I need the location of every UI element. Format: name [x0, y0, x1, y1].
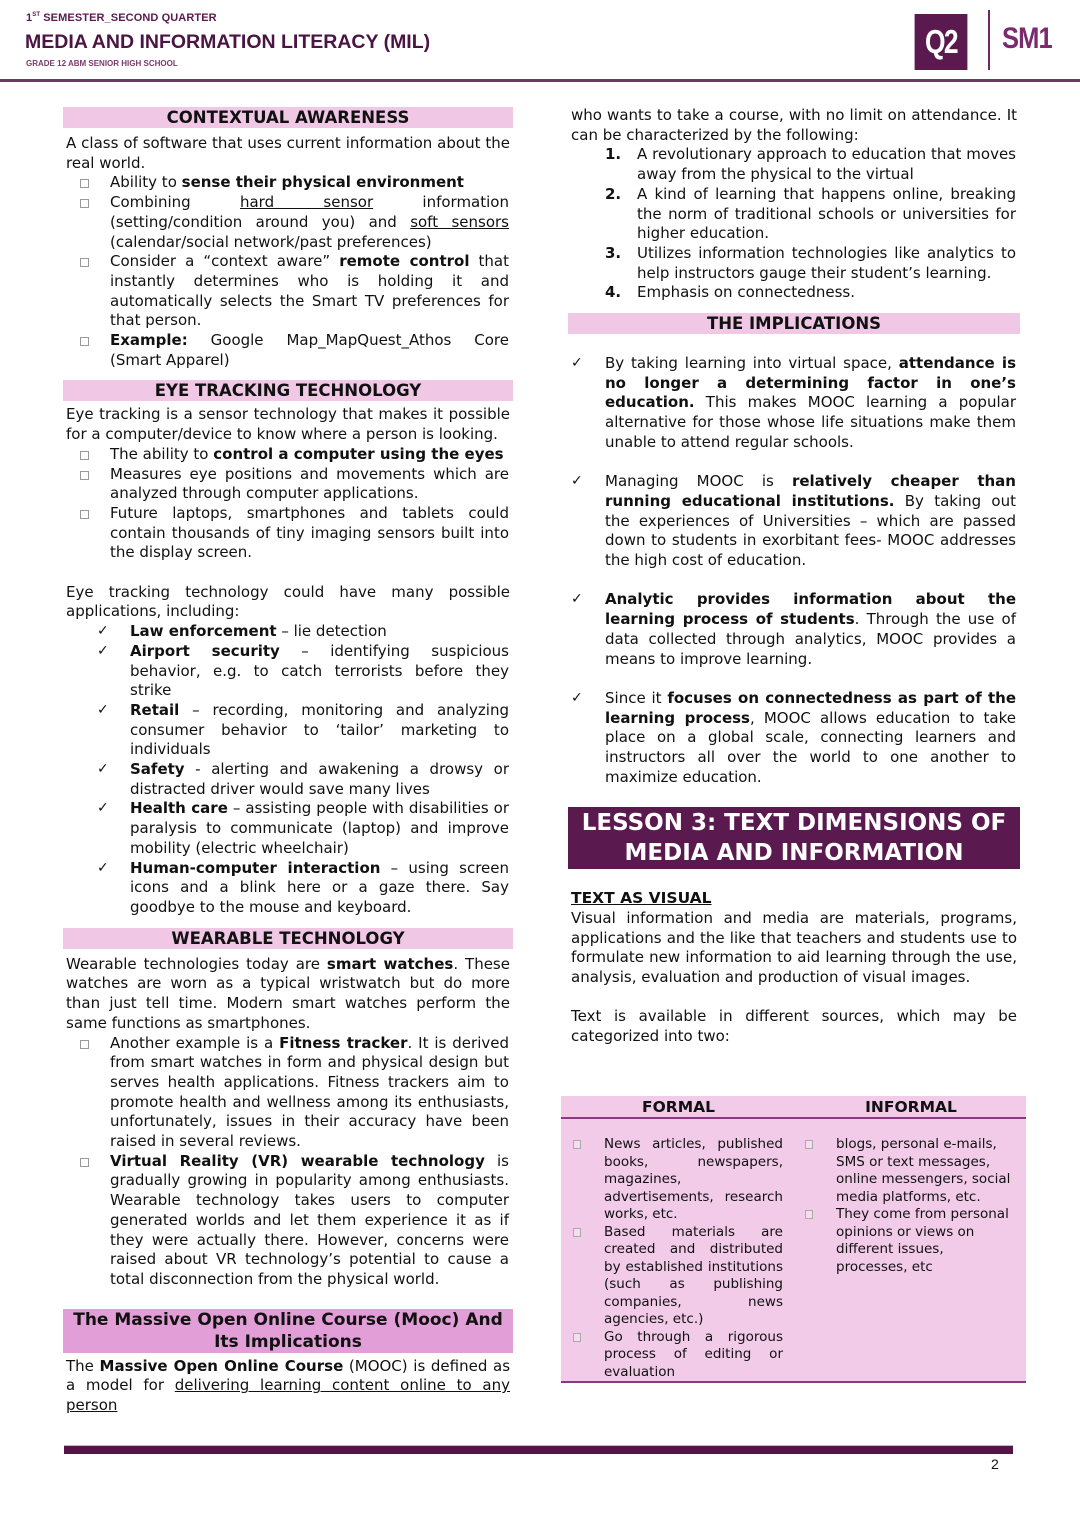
section-heading-contextual-awareness: CONTEXTUAL AWARENESS — [63, 107, 513, 128]
grade-label: GRADE 12 ABM SENIOR HIGH SCHOOL — [26, 59, 178, 68]
list-item: Measures eye positions and movements which are analyzed through computer applications. — [63, 465, 513, 504]
eye-applications-list — [63, 622, 513, 918]
eye-applications-intro: Eye tracking technology could have many possible applications, including: — [66, 582, 510, 621]
implications-list — [568, 354, 1020, 787]
document-title: MEDIA AND INFORMATION LITERACY (MIL) — [25, 31, 431, 53]
checkmark-icon: ✓ — [97, 859, 109, 876]
right-column — [568, 100, 1020, 1047]
page-number: 2 — [991, 1456, 999, 1472]
column-header-formal: FORMAL — [642, 1098, 715, 1116]
list-item: ✓ Human-computer interaction – using screen icons and a blink here or a gaze there. Say goodbye to the mouse and keyboard. — [97, 858, 510, 916]
text-as-visual-paragraph: Visual information and media are materials, programs, applications and the like that teachers and students use to formulate new information to aid learning through the use, analysis, evaluation and production of visual images. — [571, 908, 1017, 986]
header-rule — [0, 79, 1080, 82]
list-item: Consider a “context aware” remote control that instantly determines who is holding it and automatically selects the Smart TV preferences for that person. — [63, 252, 513, 331]
checkbox-bullet-icon — [573, 1228, 581, 1237]
checkmark-icon: ✓ — [97, 623, 109, 640]
checkbox-bullet-icon — [80, 471, 89, 480]
table-cell-item: Based materials are created and distributed by established institutions (such as publishing companies, news agencies, etc.) — [561, 1224, 791, 1329]
table-cell-item: blogs, personal e-mails, SMS or text messages, online messengers, social media platforms, etc. — [794, 1136, 1026, 1206]
checkbox-bullet-icon — [80, 451, 89, 460]
left-column — [63, 100, 513, 1416]
section-heading-mooc: The Massive Open Online Course (Mooc) And Its Implications — [63, 1309, 513, 1353]
contextual-intro: A class of software that uses current information about the real world. — [66, 134, 510, 172]
eye-intro: Eye tracking is a sensor technology that makes it possible for a computer/device to know where a person is looking. — [66, 405, 510, 444]
checkbox-bullet-icon — [805, 1140, 813, 1149]
lesson-3-heading: LESSON 3: TEXT DIMENSIONS OF MEDIA AND INFORMATION — [568, 807, 1020, 869]
checkmark-icon: ✓ — [571, 591, 583, 608]
checkbox-bullet-icon — [805, 1210, 813, 1219]
formal-informal-table — [561, 1096, 1026, 1383]
checkmark-icon: ✓ — [97, 701, 109, 718]
column-header-informal: INFORMAL — [865, 1098, 957, 1116]
semester-badge: SM1 — [1002, 22, 1052, 55]
list-item: ✓ Since it focuses on connectedness as part of the learning process, MOOC allows education to take place on a global scale, connecting learners and instructors all over the world to one another to maximize education. — [571, 688, 1016, 786]
quarter-badge: Q2 — [915, 14, 968, 70]
section-heading-eye-tracking: EYE TRACKING TECHNOLOGY — [63, 380, 513, 401]
checkbox-bullet-icon — [573, 1333, 581, 1342]
text-as-visual-heading: TEXT AS VISUAL — [571, 889, 712, 908]
header-separator — [988, 10, 990, 70]
text-sources-paragraph: Text is available in different sources, which may be categorized into two: — [571, 1007, 1017, 1046]
informal-column — [794, 1136, 1026, 1276]
list-item: Virtual Reality (VR) wearable technology is gradually growing in popularity among enthusiasts. Wearable technology takes users to computer generated worlds and let them experience it as if they were actually there. However, concerns were raised about VR technology’s potential to cause a total disconnection from the physical world. — [63, 1152, 513, 1290]
contextual-list — [63, 173, 513, 370]
checkbox-bullet-icon — [80, 510, 89, 519]
list-item: ✓ Managing MOOC is relatively cheaper than running educational institutions. By taking out the experiences of Universities – which are passed down to students in exorbitant fees- MOOC addresses the high cost of education. — [571, 472, 1016, 570]
list-item: 4. Emphasis on connectedness. — [605, 283, 856, 302]
list-item: ✓ Retail – recording, monitoring and analyzing consumer behavior to ‘tailor’ marketing to individuals — [97, 700, 509, 759]
list-item: Ability to sense their physical environment — [63, 173, 513, 193]
checkbox-bullet-icon — [80, 1040, 89, 1049]
wearable-list — [63, 1034, 513, 1290]
checkmark-icon: ✓ — [97, 642, 109, 659]
checkmark-icon: ✓ — [97, 761, 109, 778]
list-item: 3. Utilizes information technologies like analytics to help instructors gauge their student’s learning. — [605, 243, 1016, 282]
section-heading-implications: THE IMPLICATIONS — [568, 313, 1020, 334]
list-item: Future laptops, smartphones and tablets could contain thousands of tiny imaging sensors built into the display screen. — [63, 504, 513, 563]
section-heading-wearable: WEARABLE TECHNOLOGY — [63, 928, 513, 949]
footer-bar — [64, 1445, 1013, 1454]
checkbox-bullet-icon — [80, 199, 89, 208]
mooc-definition: The Massive Open Online Course (MOOC) is defined as a model for delivering learning content online to any person — [66, 1356, 511, 1415]
wearable-intro: Wearable technologies today are smart watches. These watches are worn as a typical wristwatch but do more than just tell time. Modern smart watches perform the same functions as smartphones. — [66, 954, 510, 1032]
list-item: ✓ By taking learning into virtual space, attendance is no longer a determining factor in one’s education. This makes MOOC learning a popular alternative for those whose life situations make them unable to attend regular schools. — [571, 354, 1017, 451]
eye-list — [63, 445, 513, 563]
formal-column — [561, 1136, 791, 1381]
checkmark-icon: ✓ — [571, 355, 583, 372]
list-item: Example: Google Map_MapQuest_Athos Core (Smart Apparel) — [63, 331, 513, 370]
list-item: ✓ Law enforcement – lie detection — [97, 622, 387, 641]
table-header-row — [561, 1096, 1026, 1119]
checkbox-bullet-icon — [80, 337, 89, 346]
semester-label: 1ST SEMESTER_SECOND QUARTER — [26, 12, 217, 24]
list-item: 2. A kind of learning that happens online, breaking the norm of traditional schools or universities for higher education. — [605, 184, 1016, 243]
checkmark-icon: ✓ — [571, 689, 583, 706]
checkmark-icon: ✓ — [97, 800, 109, 817]
table-cell-item: They come from personal opinions or views on different issues, processes, etc — [794, 1206, 1026, 1276]
list-item: Another example is a Fitness tracker. It is derived from smart watches in form and physical design but serves health applications. Fitness trackers aim to promote health and wellness among its enthusiasts, unfortunately, issues in their accuracy have been raised in several reviews. — [63, 1034, 513, 1152]
mooc-definition-continued: who wants to take a course, with no limit on attendance. It can be characterized by the following: — [571, 106, 1017, 144]
table-cell-item: Go through a rigorous process of editing or evaluation — [561, 1329, 791, 1382]
list-item: ✓ Airport security – identifying suspicious behavior, e.g. to catch terrorists before they strike — [97, 641, 509, 700]
checkbox-bullet-icon — [80, 1158, 89, 1167]
list-item: ✓ Analytic provides information about the learning process of students. Through the use of data collected through analytics, MOOC provides a means to improve learning. — [571, 590, 1016, 668]
table-cell-item: News articles, published books, newspapers, magazines, advertisements, research works, etc. — [561, 1136, 791, 1224]
list-item: ✓ Health care – assisting people with disabilities or paralysis to communicate (laptop) and improve mobility (electric wheelchair) — [97, 799, 509, 857]
checkbox-bullet-icon — [80, 258, 89, 267]
list-item: The ability to control a computer using the eyes — [63, 445, 513, 465]
list-item: Combining hard sensor information (setting/condition around you) and soft sensors (calendar/social network/past preferences) — [63, 193, 513, 252]
list-item: 1. A revolutionary approach to education that moves away from the physical to the virtual — [605, 145, 1016, 184]
checkmark-icon: ✓ — [571, 473, 583, 490]
list-item: ✓ Safety - alerting and awakening a drowsy or distracted driver would save many lives — [97, 760, 509, 798]
checkbox-bullet-icon — [573, 1140, 581, 1149]
mooc-features-list — [568, 145, 1020, 303]
checkbox-bullet-icon — [80, 179, 89, 188]
page-header — [0, 0, 1080, 82]
